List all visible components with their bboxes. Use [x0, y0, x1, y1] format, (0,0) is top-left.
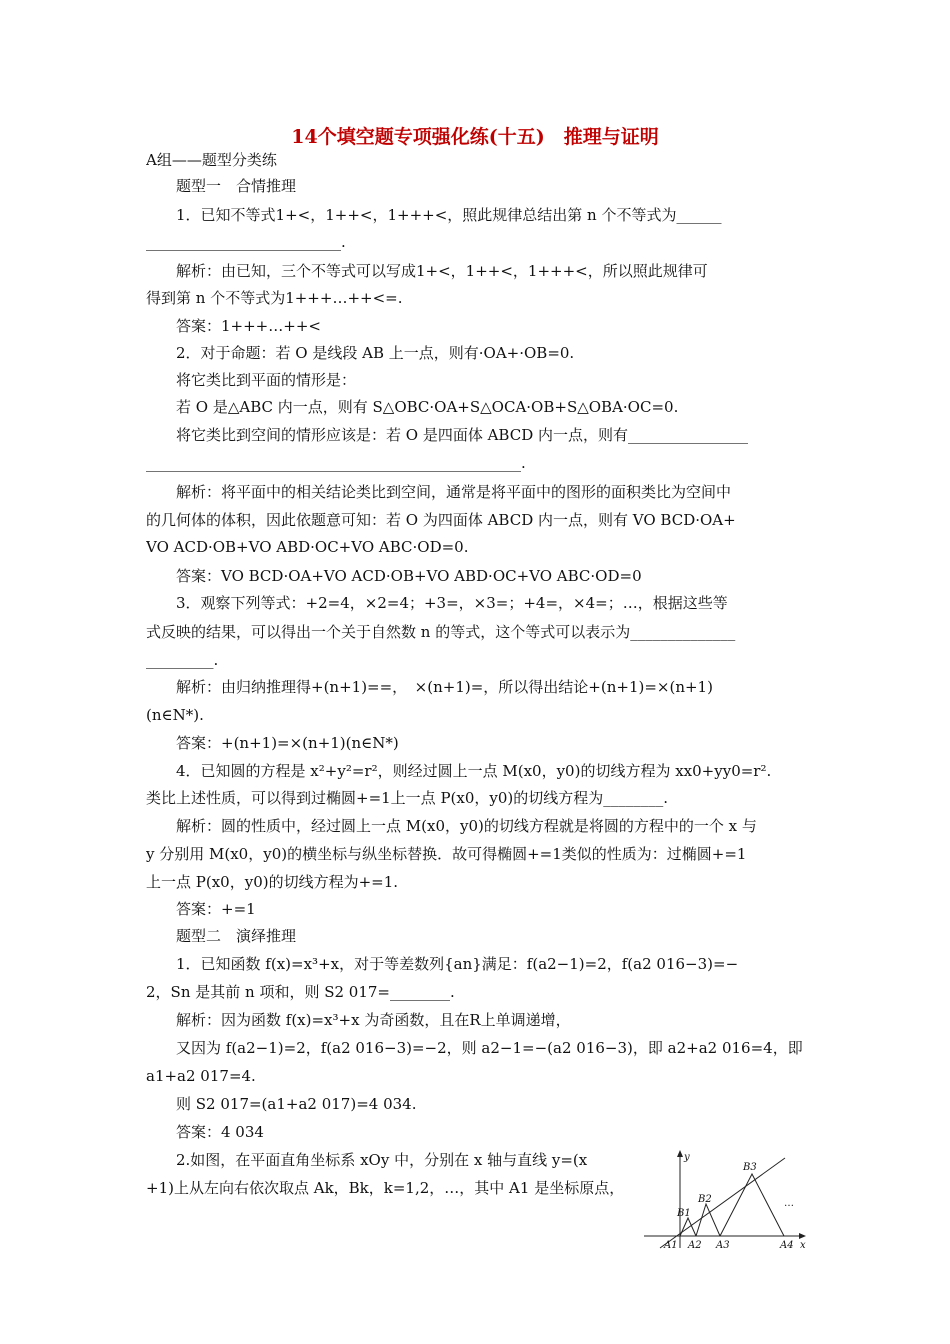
label-A1: A1 — [664, 1240, 678, 1251]
problem-1-2-line4: 将它类比到空间的情形应该是：若 O 是四面体 ABCD 内一点，则有________________ — [176, 426, 749, 444]
problem-1-2: 2．对于命题：若 O 是线段 AB 上一点，则有·OA+·OB=0. — [176, 344, 575, 362]
triangle-3 — [720, 1174, 784, 1236]
line-y-eq-x-plus-1 — [660, 1158, 785, 1248]
section-heading-2: 题型二 演绎推理 — [176, 927, 297, 945]
solution-1-1: 解析：由已知，三个不等式可以写成1+<，1++<，1+++<，所以照此规律可 — [176, 262, 708, 280]
group-heading: A组——题型分类练 — [146, 151, 277, 169]
problem-1-3-blank: _________. — [146, 651, 219, 669]
solution-2-1: 解析：因为函数 f(x)=x³+x 为奇函数，且在R上单调递增， — [176, 1011, 571, 1029]
solution-1-4-cont2: 上一点 P(x0，y0)的切线方程为+=1. — [146, 873, 399, 891]
solution-1-3-cont: (n∈N*). — [146, 706, 204, 724]
page-title: 14个填空题专项强化练(十五) 推理与证明 — [291, 126, 659, 148]
answer-1-1: 答案：1+++…++< — [176, 317, 321, 335]
solution-1-2-cont2: VO ACD·OB+VO ABD·OC+VO ABC·OD=0. — [146, 538, 469, 556]
label-B2: B2 — [698, 1194, 712, 1205]
problem-1-3-cont: 式反映的结果，可以得出一个关于自然数 n 的等式，这个等式可以表示为______________ — [146, 623, 736, 641]
answer-1-2: 答案：VO BCD·OA+VO ACD·OB+VO ABD·OC+VO ABC·OD=0 — [176, 567, 642, 585]
problem-1-1-blank: __________________________. — [146, 233, 346, 251]
label-ellipsis: … — [784, 1198, 794, 1209]
x-axis-arrow — [799, 1233, 806, 1239]
y-axis-arrow — [677, 1150, 683, 1157]
problem-2-1-cont: 2，Sn 是其前 n 项和，则 S2 017=________. — [146, 983, 455, 1001]
label-B1: B1 — [677, 1208, 691, 1219]
problem-2-2-cont: +1)上从左向右依次取点 Ak，Bk，k=1,2，…，其中 A1 是坐标原点， — [146, 1179, 625, 1197]
solution-1-4: 解析：圆的性质中，经过圆上一点 M(x0，y0)的切线方程就是将圆的方程中的一个 x 与 — [176, 817, 757, 835]
label-A3: A3 — [716, 1240, 730, 1251]
solution-2-1-line4: 则 S2 017=(a1+a2 017)=4 034. — [176, 1095, 417, 1113]
answer-1-4: 答案：+=1 — [176, 900, 256, 918]
solution-1-1-cont: 得到第 n 个不等式为1+++…++<=. — [146, 289, 403, 307]
problem-1-4-cont: 类比上述性质，可以得到过椭圆+=1上一点 P(x0，y0)的切线方程为________. — [146, 789, 669, 807]
label-y: y — [684, 1152, 690, 1163]
coordinate-figure — [640, 1148, 810, 1252]
label-x: x — [800, 1240, 806, 1251]
answer-1-3: 答案：+(n+1)=×(n+1)(n∈N*) — [176, 734, 399, 752]
solution-2-1-line3: a1+a2 017=4. — [146, 1067, 256, 1085]
answer-2-1: 答案：4 034 — [176, 1123, 264, 1141]
problem-1-2-line3: 若 O 是△ABC 内一点，则有 S△OBC·OA+S△OCA·OB+S△OBA·OC=0. — [176, 398, 679, 416]
label-B3: B3 — [743, 1162, 757, 1173]
problem-1-2-line2: 将它类比到平面的情形是： — [176, 371, 357, 389]
label-A2: A2 — [688, 1240, 702, 1251]
problem-1-4: 4．已知圆的方程是 x²+y²=r²，则经过圆上一点 M(x0，y0)的切线方程为 xx0+yy0=r². — [176, 762, 772, 780]
solution-1-2: 解析：将平面中的相关结论类比到空间，通常是将平面中的图形的面积类比为空间中 — [176, 483, 732, 501]
section-heading-1: 题型一 合情推理 — [176, 177, 297, 195]
problem-1-3: 3．观察下列等式：+2=4，×2=4；+3=，×3=；+4=，×4=；…，根据这些等 — [176, 594, 728, 612]
problem-1-1: 1．已知不等式1+<，1++<，1+++<，照此规律总结出第 n 个不等式为______ — [176, 206, 722, 224]
solution-1-3: 解析：由归纳推理得+(n+1)==， ×(n+1)=，所以得出结论+(n+1)=×(n+1) — [176, 678, 713, 696]
problem-2-2: 2.如图，在平面直角坐标系 xOy 中，分别在 x 轴与直线 y=(x — [176, 1151, 588, 1169]
problem-1-2-blank: __________________________________________________. — [146, 454, 526, 472]
triangle-1 — [680, 1218, 696, 1236]
solution-1-2-cont: 的几何体的体积，因此依题意可知：若 O 为四面体 ABCD 内一点，则有 VO BCD·OA+ — [146, 511, 736, 529]
label-A4: A4 — [780, 1240, 794, 1251]
problem-2-1: 1．已知函数 f(x)=x³+x，对于等差数列{an}满足：f(a2−1)=2，f(a2 016−3)=− — [176, 955, 739, 973]
solution-2-1-line2: 又因为 f(a2−1)=2，f(a2 016−3)=−2，则 a2−1=−(a2 016−3)，即 a2+a2 016=4，即 — [176, 1039, 803, 1057]
solution-1-4-cont: y 分别用 M(x0，y0)的横坐标与纵坐标替换．故可得椭圆+=1类似的性质为：过椭圆+=1 — [146, 845, 747, 863]
